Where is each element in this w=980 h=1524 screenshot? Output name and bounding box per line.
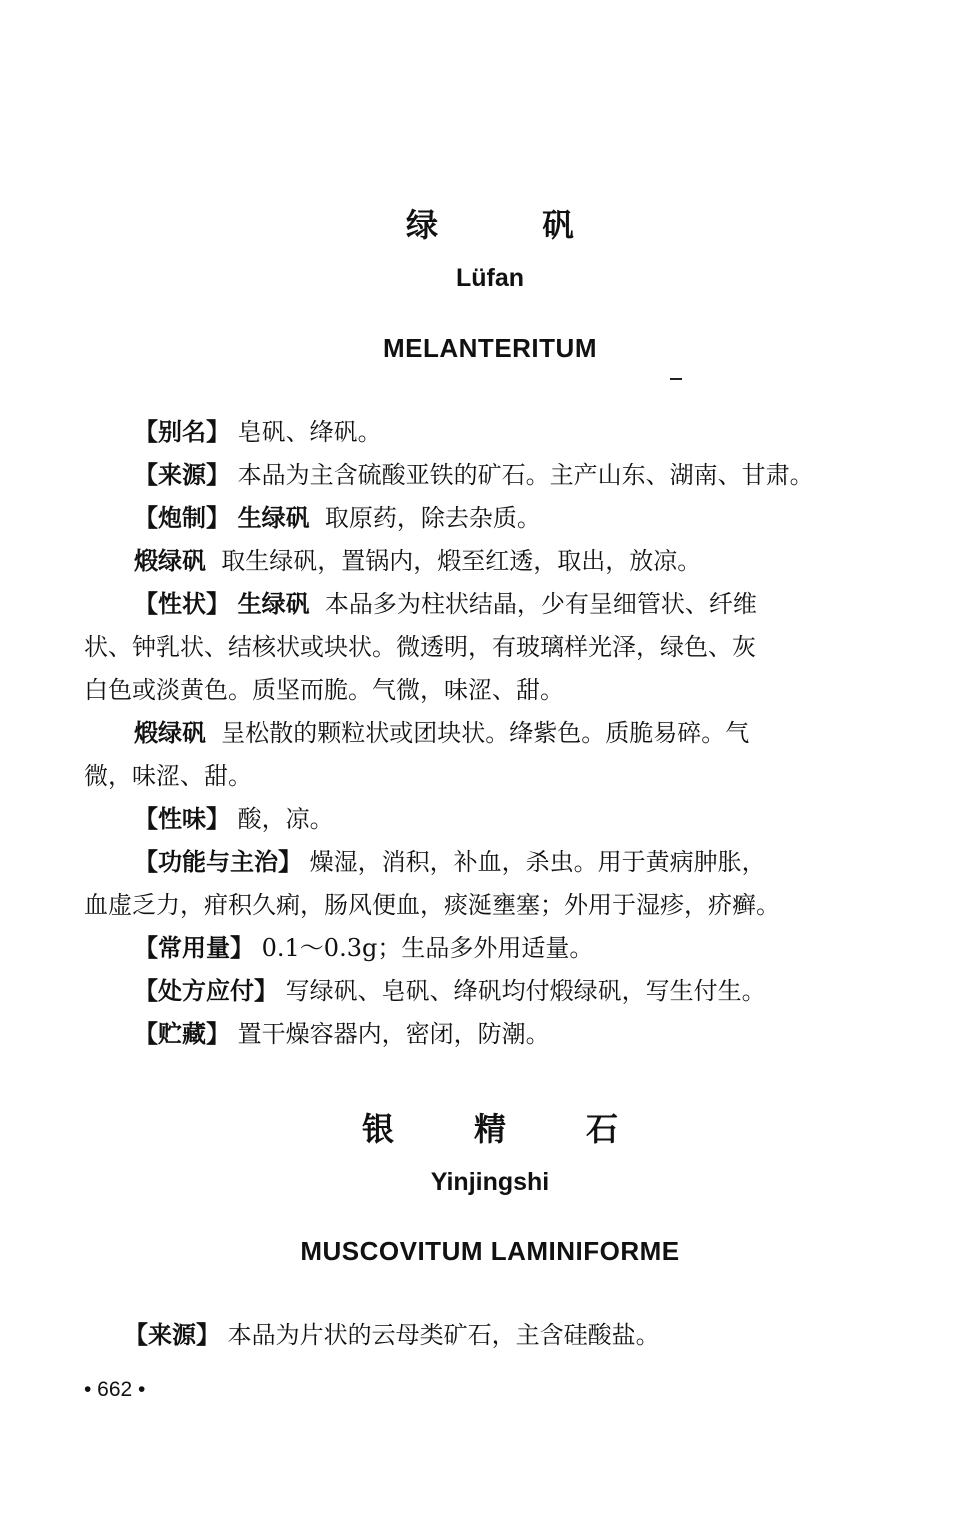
- entry1-latin-name: MELANTERITUM: [383, 333, 597, 363]
- function-label: 【功能与主治】: [134, 848, 302, 876]
- character-text-line-5: 微，味涩、甜。: [84, 762, 252, 790]
- character-subheading-raw: 生绿矾: [237, 590, 310, 618]
- entry2-title-char-3: 石: [586, 1110, 619, 1148]
- source-paragraph: [134, 460, 884, 490]
- function-text-line-2: 血虚乏力，疳积久痢，肠风便血，痰涎壅塞；外用于湿疹，疥癣。: [84, 891, 780, 919]
- storage-paragraph: [134, 1019, 884, 1049]
- entry1-title-char-1: 绿: [405, 206, 438, 244]
- entry2-pinyin: Yinjingshi: [430, 1168, 550, 1196]
- processing-label: 【炮制】: [134, 504, 230, 532]
- character-subheading-calcined: 煅绿矾: [134, 719, 206, 747]
- character-label: 【性状】: [134, 590, 230, 618]
- character-text-line-1: 本品多为柱状结晶，少有呈细管状、纤维: [324, 590, 757, 618]
- prescription-paragraph: [134, 976, 884, 1006]
- entry2-source-label: 【来源】: [124, 1321, 220, 1349]
- source-text: 本品为主含硫酸亚铁的矿石。主产山东、湖南、甘肃。: [237, 461, 814, 489]
- entry1-title: [0, 200, 980, 246]
- page-number: • 662 •: [84, 1378, 146, 1401]
- prescription-text: 写绿矾、皂矾、绛矾均付煅绿矾，写生付生。: [285, 977, 766, 1005]
- entry2-title-char-2: 精: [473, 1110, 506, 1148]
- character-text-line-2: 状、钟乳状、结核状或块状。微透明，有玻璃样光泽，绿色、灰: [84, 633, 756, 661]
- alias-label: 【别名】: [134, 418, 230, 446]
- alias-paragraph: [134, 417, 884, 447]
- prescription-label: 【处方应付】: [134, 977, 278, 1005]
- entry2-latin-name: MUSCOVITUM LAMINIFORME: [300, 1236, 680, 1266]
- function-paragraph-line-1: [134, 847, 884, 877]
- character-text-line-3: 白色或淡黄色。质坚而脆。气微，味涩、甜。: [84, 676, 564, 704]
- entry2-title-char-1: 银: [361, 1110, 394, 1148]
- alias-text: 皂矾、绛矾。: [237, 418, 382, 446]
- dosage-label: 【常用量】: [134, 934, 254, 962]
- function-text-line-1: 燥湿，消积，补血，杀虫。用于黄病肿胀，: [309, 848, 766, 876]
- character-text-line-4: 呈松散的颗粒状或团块状。绛紫色。质脆易碎。气: [221, 719, 750, 747]
- entry1-title-char-2: 矾: [542, 206, 575, 244]
- taste-paragraph: [134, 804, 884, 834]
- storage-text: 置干燥容器内，密闭，防潮。: [237, 1020, 550, 1048]
- taste-text: 酸，凉。: [237, 805, 334, 833]
- processing-text-calcined: 取生绿矾，置锅内，煅至红透，取出，放凉。: [221, 547, 702, 575]
- processing-text-raw: 取原药，除去杂质。: [324, 504, 541, 532]
- processing-paragraph: [134, 503, 884, 533]
- taste-label: 【性味】: [134, 805, 230, 833]
- processing-subheading-raw: 生绿矾: [237, 504, 310, 532]
- source-label: 【来源】: [134, 461, 230, 489]
- dosage-text: 0.1～0.3g；生品多外用适量。: [261, 934, 594, 962]
- entry2-source-paragraph: [124, 1320, 874, 1350]
- entry2-source-text: 本品为片状的云母类矿石，主含硅酸盐。: [227, 1321, 660, 1349]
- dosage-paragraph: [134, 933, 884, 963]
- character-calcined-paragraph: [134, 718, 884, 748]
- entry2-title: [0, 1104, 980, 1150]
- storage-label: 【贮藏】: [134, 1020, 230, 1048]
- stray-mark: [670, 378, 682, 380]
- character-paragraph-line-1: [134, 589, 884, 619]
- processing-subheading-calcined: 煅绿矾: [134, 547, 206, 575]
- entry1-pinyin: Lüfan: [455, 264, 525, 292]
- processing-calcined-paragraph: [134, 546, 884, 576]
